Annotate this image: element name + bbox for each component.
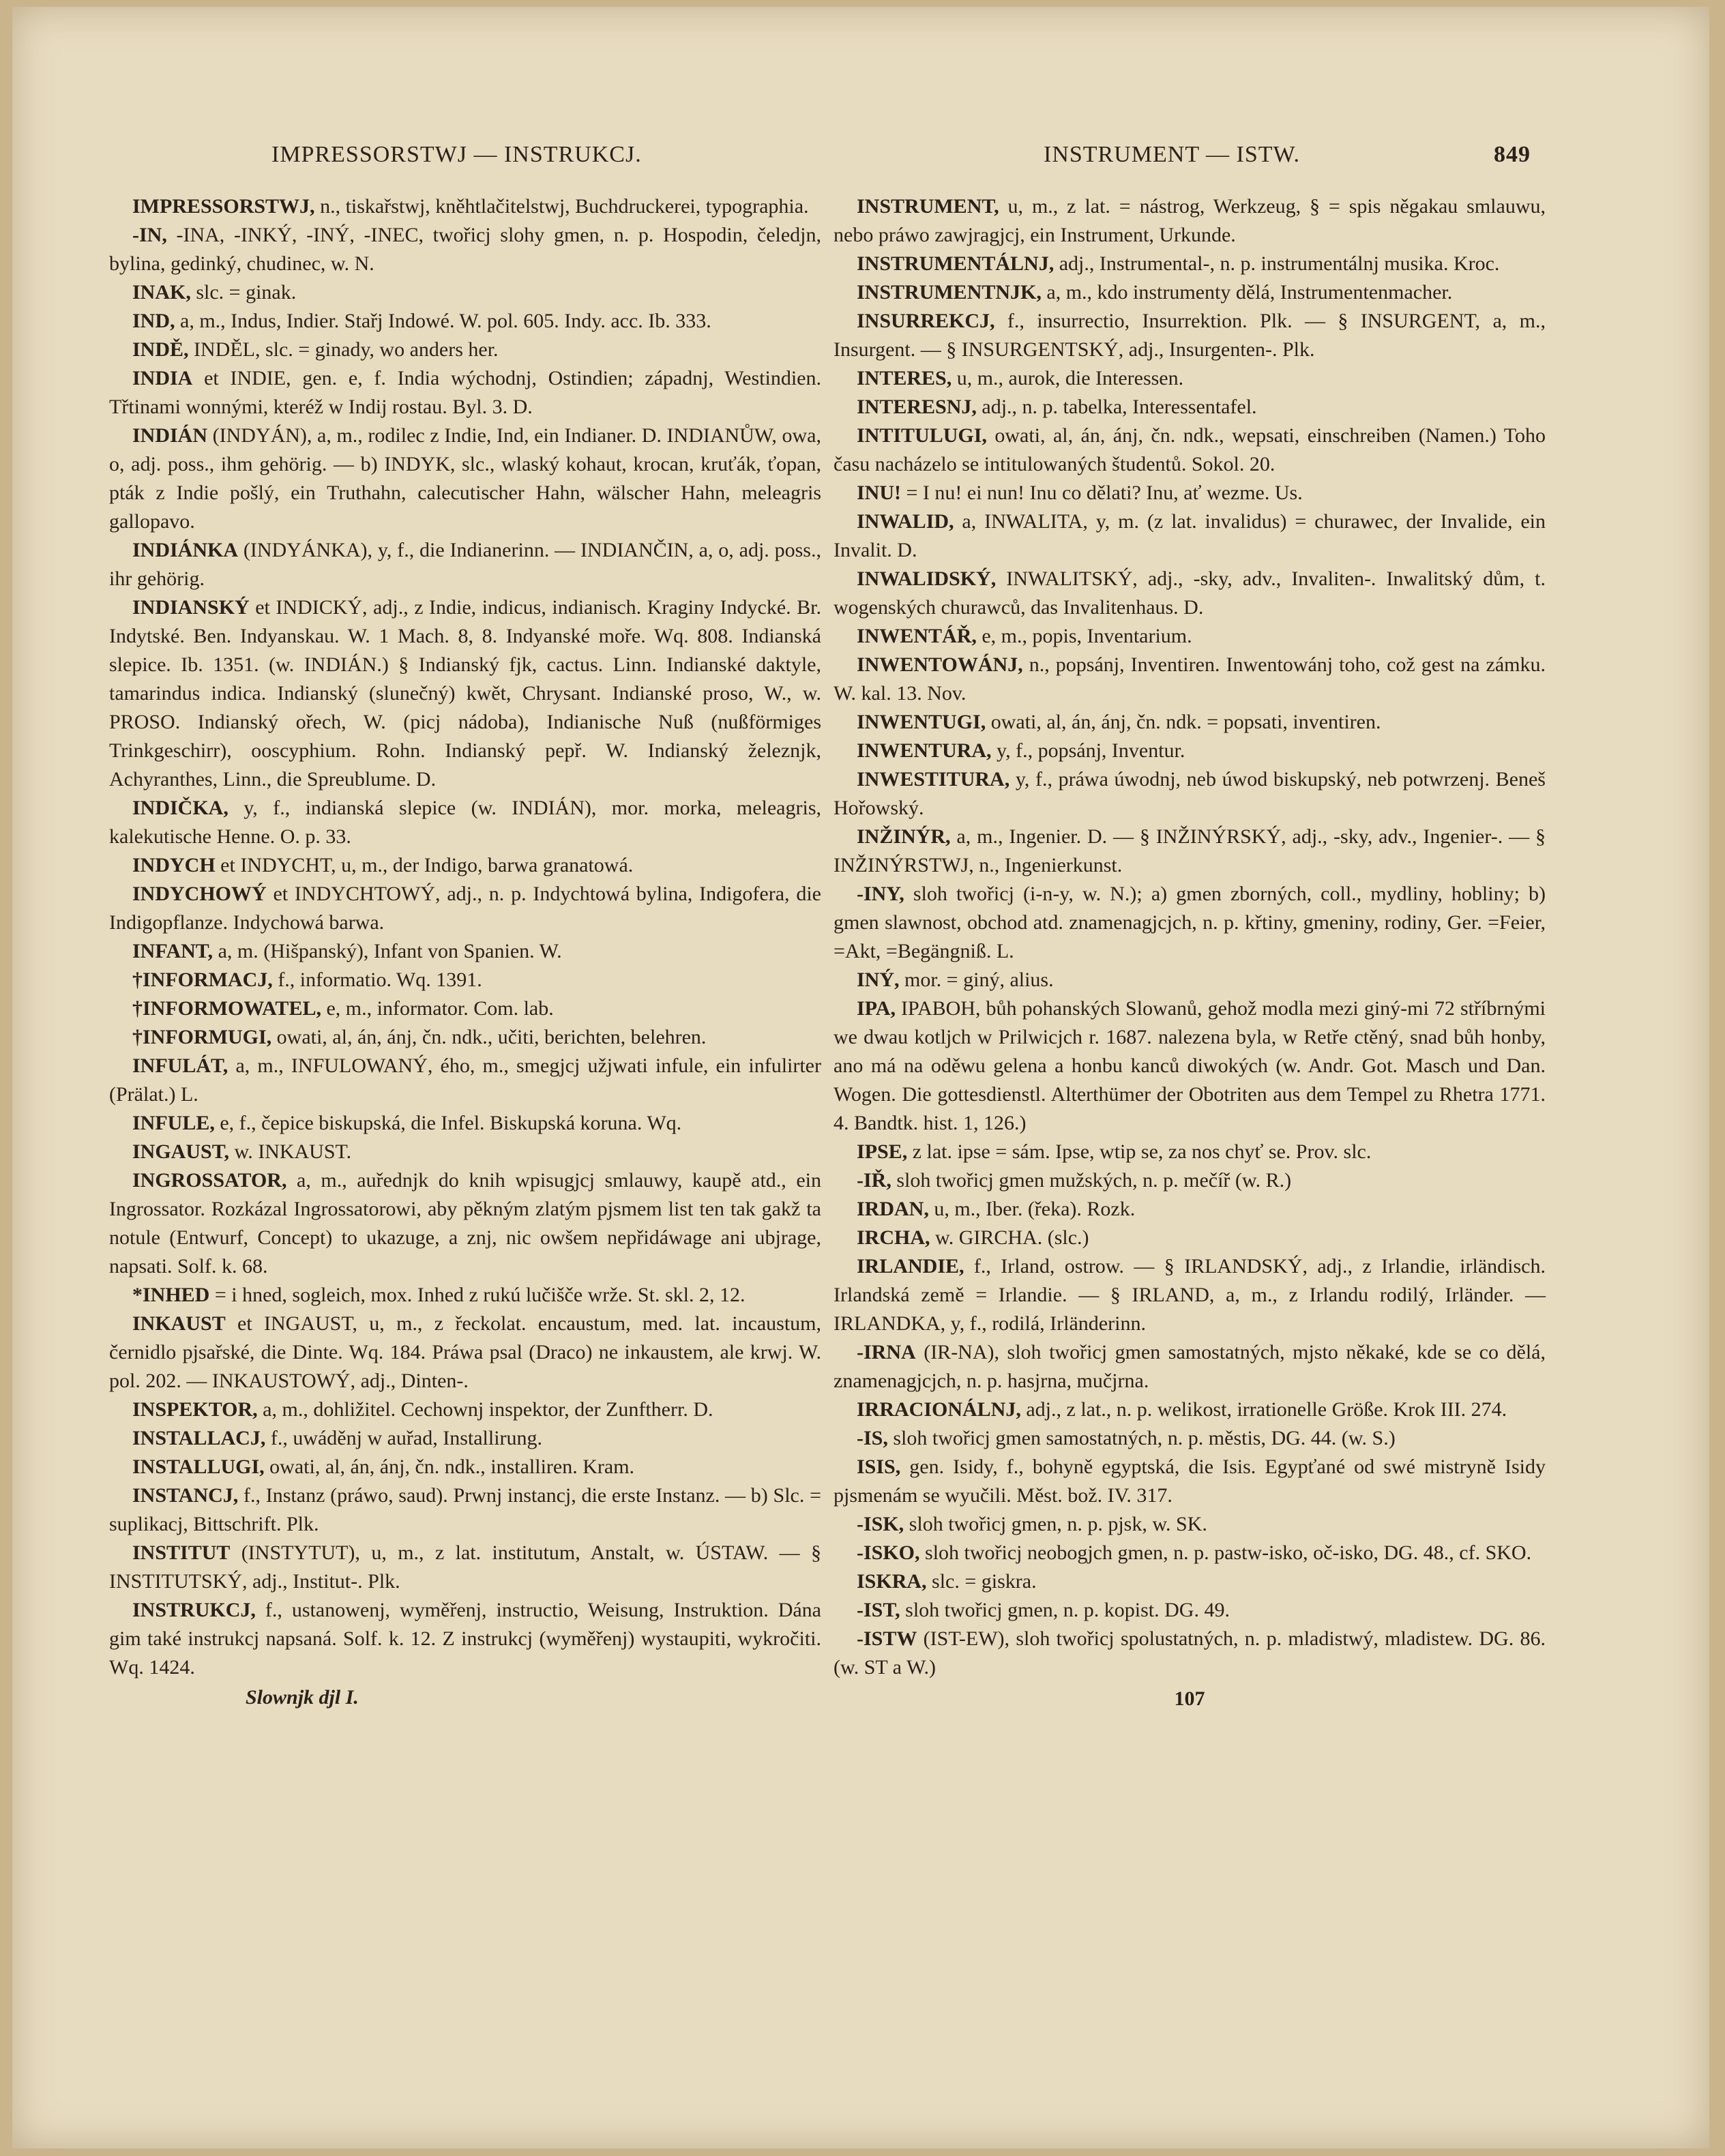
entry-text: adj., z lat., n. p. welikost, irrationelle Größe. Krok III. 274. [1020,1398,1507,1421]
dictionary-entry [834,966,1546,994]
dictionary-entry [834,622,1546,651]
entry-headword: INTERESNJ, [857,396,977,418]
entry-text: y, f., práwa úwodnj, neb úwod biskupský, neb potwrzenj. Beneš Hořowský. [834,768,1546,819]
dictionary-entry [834,1567,1546,1596]
dictionary-entry [109,794,821,851]
dictionary-entry [109,1166,821,1281]
entry-text: INWALITSKÝ, adj., -sky, adv., Invaliten-. Inwalitský dům, t. wogenských churawců, das Invalitenhaus. D. [834,567,1546,619]
entry-text: a, m., Ingenier. D. — § INŽINÝRSKÝ, adj., -sky, adv., Ingenier-. — § INŽINÝRSTWJ, n., Ingenierkunst. [834,825,1546,876]
entry-text: et INDYCHT, u, m., der Indigo, barwa granatowá. [215,854,634,876]
entry-text: w. GIRCHA. (slc.) [930,1226,1089,1249]
entry-headword: -INY, [857,883,904,905]
dictionary-entry [109,1310,821,1396]
entry-headword: INSTRUMENTNJK, [857,281,1042,304]
entry-text: mor. = giný, alius. [899,969,1054,991]
entry-text: f., informatio. Wq. 1391. [272,969,482,991]
entry-headword: INGROSSATOR, [132,1169,287,1192]
dictionary-entry [109,1424,821,1453]
entry-text: owati, al, án, ánj, čn. ndk. = popsati, inventiren. [986,711,1381,733]
entry-text: gen. Isidy, f., bohyně egyptská, die Isis. Egypťané od swé mistryně Isidy pjsmenám se wyučili. Měst. bož. IV. 317. [834,1456,1546,1507]
dictionary-entry [109,192,821,221]
entry-text: (INDYÁN), a, m., rodilec z Indie, Ind, ein Indianer. D. INDIANŮW, owa, o, adj. poss., ihm gehörig. — b) INDYK, slc., wlaský kohaut, krocan, kruťák, ťopan, pták z Indie pošlý, ein Truthahn, calecutischer Hahn, wälscher Hahn, meleagris gallopavo. [109,424,821,533]
dictionary-entry [834,1539,1546,1567]
entry-text: z lat. ipse = sám. Ipse, wtip se, za nos chyť se. Prov. slc. [907,1140,1372,1163]
entry-text: a, m., INFULOWANÝ, ého, m., smegjcj užjwati infule, ein infulirter (Prälat.) L. [109,1054,821,1106]
left-running-head: IMPRESSORSTWJ — INSTRUKCJ. [271,142,642,167]
entry-text: sloh twořicj gmen samostatných, n. p. městis, DG. 44. (w. S.) [887,1427,1396,1449]
entry-text: a, INWALITA, y, m. (z lat. invalidus) = churawec, der Invalide, ein Invalit. D. [834,510,1546,561]
entry-headword: INWENTURA, [857,739,992,762]
entry-headword: INWALID, [857,510,954,533]
dictionary-entry [109,422,821,536]
entry-headword: INU! [857,482,901,504]
entry-headword: INDIANSKÝ [132,596,250,619]
dictionary-entry [834,1625,1546,1682]
dictionary-entry [109,1481,821,1539]
dictionary-entry [109,994,821,1023]
dictionary-entry [109,1539,821,1596]
dictionary-entry [109,1396,821,1424]
entry-headword: IND, [132,310,175,332]
entry-text: f., Irland, ostrow. — § IRLANDSKÝ, adj., z Irlandie, irländisch. Irlandská země = Irlandie. — § IRLAND, a, m., z Irlandu rodilý, Irländer. — IRLANDKA, y, f., rodilá, Irländerinn. [834,1255,1546,1335]
entry-headword: -IRNA [857,1341,916,1363]
entry-headword: †INFORMACJ, [132,969,273,991]
entry-text: n., tiskařstwj, kněhtlačitelstwj, Buchdruckerei, typographia. [314,195,809,218]
dictionary-entry [834,880,1546,966]
dictionary-entry [834,1424,1546,1453]
dictionary-entry [109,1052,821,1109]
entry-headword: †INFORMUGI, [132,1026,272,1048]
entry-text: a, m., auřednjk do knih wpisugjcj smlauwy, kaupě atd., ein Ingrossator. Rozkázal Ingrossatorowi, aby pěkným zlatým pjsmem list ten tak gakž ta notule (Entwurf, Concept) to ukazuge, a znj, nic owšem nepřidáwage ani ubjrage, napsati. Solf. k. 68. [109,1169,821,1278]
entry-headword: INTERES, [857,367,952,389]
dictionary-entry [109,937,821,966]
entry-text: a, m., dohližitel. Cechownj inspektor, der Zunftherr. D. [257,1398,713,1421]
signature-mark: Slownjk djl I. [246,1686,359,1709]
entry-headword: IRLANDIE, [857,1255,964,1278]
entry-headword: IRDAN, [857,1198,929,1220]
entry-headword: †INFORMOWATEL, [132,997,321,1020]
entry-text: et INGAUST, u, m., z řeckolat. encaustum, med. lat. incaustum, černidlo pjsařské, die Dinte. Wq. 184. Práwa psal (Draco) ne inkaustem, ale krwj. W. pol. 202. — INKAUSTOWÝ, adj., Dinten-. [109,1312,821,1392]
entry-headword: IPA, [857,997,896,1020]
entry-headword: INAK, [132,281,191,304]
entry-headword: INDYCH [132,854,216,876]
entry-text: u, m., Iber. (řeka). Rozk. [928,1198,1136,1220]
entry-headword: INWESTITURA, [857,768,1010,791]
entry-text: (INDYÁNKA), y, f., die Indianerinn. — INDIANČIN, a, o, adj. poss., ihr gehörig. [109,539,821,590]
entry-headword: INGAUST, [132,1140,229,1163]
dictionary-entry [834,765,1546,823]
entry-headword: INDIČKA, [132,797,228,819]
entry-text: f., insurrectio, Insurrektion. Plk. — § INSURGENT, a, m., Insurgent. — § INSURGENTSKÝ, adj., Insurgenten-. Plk. [834,310,1546,361]
entry-text: (IR-NA), sloh twořicj gmen samostatných, mjsto někaké, kde se co dělá, znamenagjcjch, n. p. hasjrna, mučjrna. [834,1341,1546,1392]
entry-headword: -IST, [857,1599,900,1621]
entry-headword: INSTANCJ, [132,1484,239,1507]
entry-text: owati, al, án, ánj, čn. ndk., installiren. Kram. [264,1456,635,1478]
entry-text: et INDIE, gen. e, f. India wýchodnj, Ostindien; západnj, Westindien. Třtinami wonnými, kteréž w Indij rostau. Byl. 3. D. [109,367,821,418]
entry-text: adj., n. p. tabelka, Interessentafel. [976,396,1257,418]
entry-text: = I nu! ei nun! Inu co dělati? Inu, ať wezme. Us. [901,482,1303,504]
dictionary-entry [834,1195,1546,1224]
entry-headword: INDĚ, [132,338,189,361]
dictionary-entry [834,1396,1546,1424]
entry-headword: INSTITUT [132,1541,231,1564]
dictionary-entry [834,192,1546,250]
entry-text: et INDICKÝ, adj., z Indie, indicus, indianisch. Kraginy Indycké. Br. Indytské. Ben. Indyanskau. W. 1 Mach. 8, 8. Indyanské moře. Wq. 808. Indianská slepice. Ib. 1351. (w. INDIÁN.) § Indianský fjk, cactus. Linn. Indianské daktyle, tamarindus indica. Indianský (slunečný) kwět, Chrysant. Indianské proso, W., w. PROSO. Indianský ořech, W. (picj nádoba), Indianische Nuß (nußförmiges Trinkgeschirr), ooscyphium. Rohn. Indianský pepř. W. Indianský železnjk, Achyranthes, Linn., die Spreublume. D. [109,596,821,791]
entry-headword: -ISKO, [857,1541,920,1564]
entry-text: f., Instanz (práwo, saud). Prwnj instancj, die erste Instanz. — b) Slc. = suplikacj, Bittschrift. Plk. [109,1484,821,1535]
dictionary-entry [834,479,1546,507]
dictionary-entry [109,1453,821,1481]
entry-text: e, m., popis, Inventarium. [976,625,1192,647]
entry-text: owati, al, án, ánj, čn. ndk., učiti, berichten, belehren. [271,1026,707,1048]
entry-text: y, f., indianská slepice (w. INDIÁN), mor. morka, meleagris, kalekutische Henne. O. p. 33. [109,797,821,848]
left-column [109,192,821,1712]
entry-text: INDĚL, slc. = ginady, wo anders her. [188,338,499,361]
entry-text: u, m., aurok, die Interessen. [952,367,1184,389]
dictionary-entry [109,278,821,307]
entry-headword: IPSE, [857,1140,908,1163]
dictionary-entry [109,1138,821,1166]
page-header [0,142,1725,183]
entry-headword: INSURREKCJ, [857,310,995,332]
dictionary-entry [109,1023,821,1052]
entry-headword: ISKRA, [857,1570,927,1593]
entry-headword: INWENTUGI, [857,711,986,733]
entry-headword: INFANT, [132,940,213,962]
entry-headword: INSPEKTOR, [132,1398,258,1421]
dictionary-entry [834,307,1546,364]
entry-headword: IMPRESSORSTWJ, [132,195,315,218]
entry-headword: INÝ, [857,969,900,991]
dictionary-entry [834,708,1546,737]
entry-headword: INKAUST [132,1312,226,1335]
dictionary-entry [834,278,1546,307]
dictionary-entry [834,823,1546,880]
entry-headword: INSTRUMENT, [857,195,999,218]
entry-text: sloh twořicj gmen, n. p. pjsk, w. SK. [904,1513,1207,1535]
entry-text: (INSTYTUT), u, m., z lat. institutum, Anstalt, w. ÚSTAW. — § INSTITUTSKÝ, adj., Institut-. Plk. [109,1541,821,1593]
entry-headword: -IN, [132,224,167,246]
dictionary-entry [109,966,821,994]
entry-text: n., popsánj, Inventiren. Inwentowánj toho, což gest na zámku. W. kal. 13. Nov. [834,653,1546,705]
dictionary-entry [834,393,1546,422]
entry-headword: INDIA [132,367,193,389]
entry-text: a, m. (Hišpanský), Infant von Spanien. W. [213,940,562,962]
entry-headword: INSTALLUGI, [132,1456,265,1478]
entry-text: a, m., Indus, Indier. Stařj Indowé. W. pol. 605. Indy. acc. Ib. 333. [175,310,711,332]
entry-text: et INDYCHTOWÝ, adj., n. p. Indychtowá bylina, Indigofera, die Indigopflanze. Indychowá barwa. [109,883,821,934]
sheet-number: 107 [1174,1687,1205,1710]
right-column [834,192,1546,1734]
entry-headword: IRCHA, [857,1226,930,1249]
dictionary-entry [834,507,1546,565]
dictionary-entry [834,994,1546,1138]
dictionary-entry [834,1138,1546,1166]
dictionary-entry [109,880,821,937]
dictionary-entry [834,1596,1546,1625]
entry-text: owati, al, án, ánj, čn. ndk., wepsati, einschreiben (Namen.) Toho času nacházelo se intitulowaných študentů. Sokol. 20. [834,424,1546,475]
dictionary-entry [834,1510,1546,1539]
entry-text: (IST-EW), sloh twořicj spolustatných, n. p. mladistwý, mladistew. DG. 86. (w. ST a W.) [834,1627,1546,1679]
dictionary-entry [109,593,821,794]
entry-headword: IRRACIONÁLNJ, [857,1398,1021,1421]
entry-text: adj., Instrumental-, n. p. instrumentálnj musika. Kroc. [1054,252,1500,275]
dictionary-entry [109,221,821,278]
entry-text: sloh twořicj neobogjch gmen, n. p. pastw-isko, oč-isko, DG. 48., cf. SKO. [919,1541,1532,1564]
page-number: 849 [1494,142,1531,167]
entry-headword: INFULÁT, [132,1054,228,1077]
dictionary-entry [109,307,821,336]
dictionary-entry [109,336,821,364]
dictionary-entry [834,651,1546,708]
entry-text: f., ustanowenj, wyměřenj, instructio, Weisung, Instruktion. Dána gim také instrukcj napsaná. Solf. k. 12. Z instrukcj (wyměřenj) wystaupiti, wykročiti. Wq. 1424. [109,1599,821,1679]
dictionary-entry [109,364,821,422]
dictionary-entry [109,1109,821,1138]
dictionary-entry [109,536,821,593]
entry-text: e, m., informator. Com. lab. [321,997,554,1020]
entry-headword: INWENTOWÁNJ, [857,653,1023,676]
dictionary-entry [834,737,1546,765]
entry-text: f., uwáděnj w auřad, Installirung. [265,1427,543,1449]
dictionary-entry [834,1252,1546,1338]
entry-text: sloh twořicj gmen, n. p. kopist. DG. 49. [900,1599,1230,1621]
entry-text: w. INKAUST. [228,1140,352,1163]
entry-text: IPABOH, bůh pohanských Slowanů, gehož modla mezi giný-mi 72 stříbrnými we dwau kotljch w Prilwicjch r. 1687. nalezena byla, w Retře ctěný, snad bůh honby, ano má na oděwu gelena a honbu kanců diwokých (w. Andr. Got. Masch und Dan. Wogen. Die gottesdienstl. Alterthümer der Obotriten aus dem Tempel zu Rhetra 1771. 4. Bandtk. hist. 1, 126.) [834,997,1546,1134]
entry-text: u, m., z lat. = nástrog, Werkzeug, § = spis něgakau smlauwu, nebo práwo zawjragjcj, ein Instrument, Urkunde. [834,195,1546,246]
entry-text: = i hned, sogleich, mox. Inhed z rukú lučišče wrže. St. skl. 2, 12. [209,1284,746,1306]
dictionary-entry [109,1596,821,1682]
entry-headword: INSTRUMENTÁLNJ, [857,252,1055,275]
entry-text: sloh twořicj (i-n-y, w. N.); a) gmen zborných, coll., mydliny, hobliny; b) gmen slawnost, obchod atd. znamenagjcjch, n. p. křtiny, gmeniny, rodiny, Ger. =Feier, =Akt, =Begängniß. L. [834,883,1546,962]
entry-headword: -ISK, [857,1513,904,1535]
entry-text: slc. = giskra. [926,1570,1037,1593]
entry-text: a, m., kdo instrumenty dělá, Instrumentenmacher. [1041,281,1453,304]
entry-headword: INTITULUGI, [857,424,987,447]
entry-text: sloh twořicj gmen mužských, n. p. mečíř (w. R.) [891,1169,1292,1192]
entry-text: -INA, -INKÝ, -INÝ, -INEC, twořicj slohy gmen, n. p. Hospodin, čeledjn, bylina, gedinký, chudinec, w. N. [109,224,821,275]
entry-headword: INDIÁNKA [132,539,239,561]
dictionary-entry [834,422,1546,479]
entry-headword: -ISTW [857,1627,917,1650]
entry-headword: INFULE, [132,1112,215,1134]
dictionary-entry [109,851,821,880]
entry-headword: INSTRUKCJ, [132,1599,256,1621]
dictionary-entry [834,565,1546,622]
entry-headword: INSTALLACJ, [132,1427,266,1449]
entry-headword: ISIS, [857,1456,901,1478]
entry-headword: INŽINÝR, [857,825,951,848]
dictionary-entry [834,1224,1546,1252]
entry-headword: INDYCHOWÝ [132,883,267,905]
dictionary-entry [834,1338,1546,1396]
entry-headword: -IS, [857,1427,888,1449]
dictionary-entry [834,1166,1546,1195]
entry-headword: -IŘ, [857,1169,891,1192]
dictionary-entry [834,364,1546,393]
entry-headword: *INHED [132,1284,210,1306]
right-running-head: INSTRUMENT — ISTW. [1044,142,1300,167]
dictionary-entry [834,1453,1546,1510]
entry-headword: INDIÁN [132,424,208,447]
entry-text: slc. = ginak. [190,281,297,304]
entry-headword: INWENTÁŘ, [857,625,977,647]
dictionary-entry [109,1281,821,1310]
dictionary-entry [834,250,1546,278]
entry-text: e, f., čepice biskupská, die Infel. Biskupská koruna. Wq. [214,1112,682,1134]
entry-headword: INWALIDSKÝ, [857,567,997,590]
entry-text: y, f., popsánj, Inventur. [991,739,1185,762]
